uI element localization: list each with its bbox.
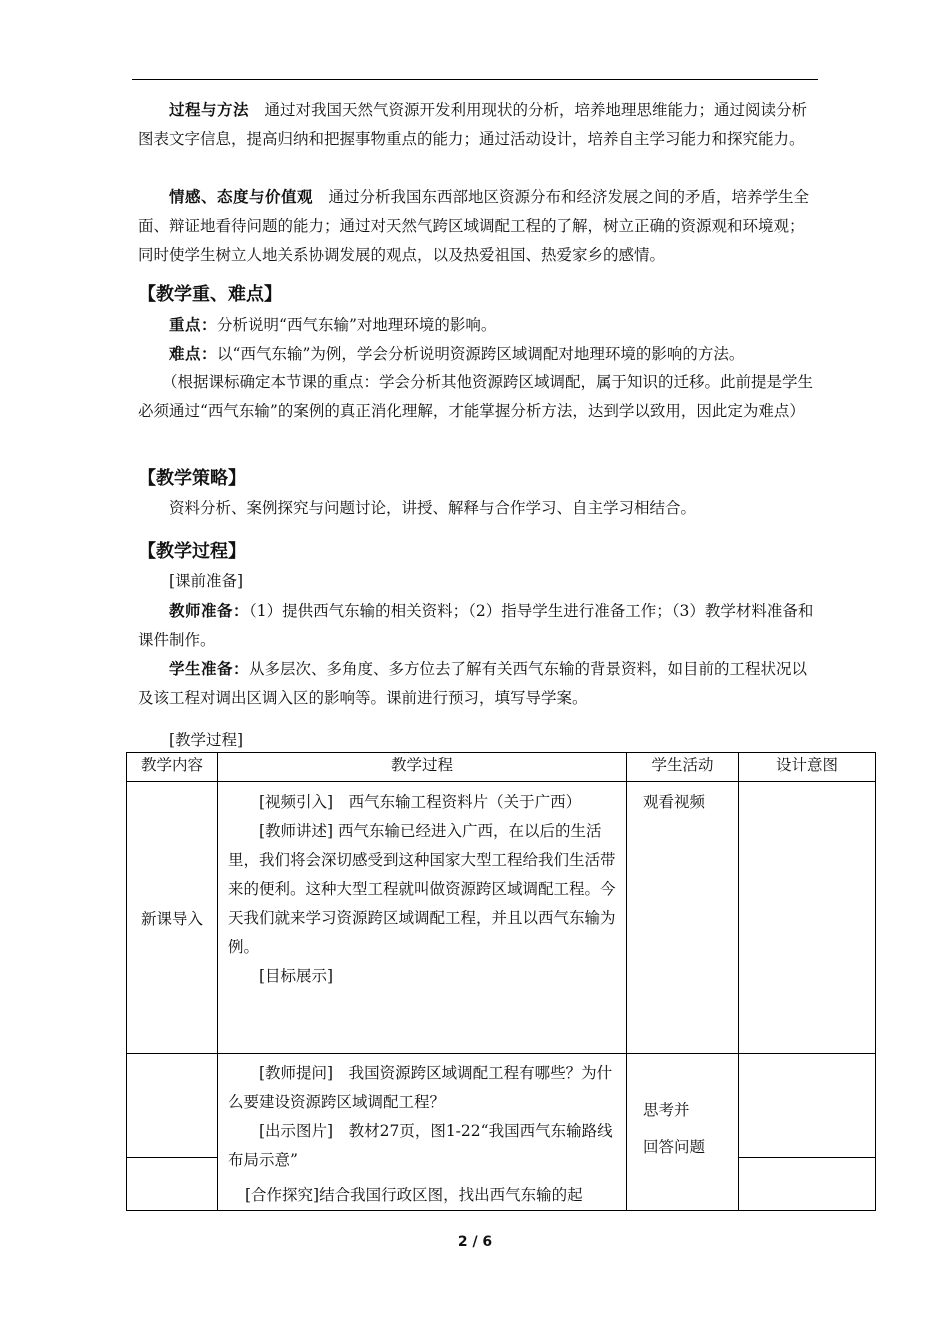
lesson-table <box>126 752 876 1211</box>
prep-label: [课前准备] <box>169 572 244 590</box>
student-prep-text: 从多层次、多角度、多方位去了解有关西气东输的背景资料，如目前的工程状况以及该工程对调出区调入区的影响等。课前进行预习，填写导学案。 <box>138 660 808 707</box>
process-method-label: 过程与方法 <box>169 100 250 119</box>
row2-process <box>218 1054 627 1211</box>
difficulty-label: 难点： <box>169 344 218 363</box>
row2-activity <box>627 1054 739 1211</box>
row1-content: 新课导入 <box>127 782 218 1054</box>
header-rule <box>132 79 818 80</box>
row2-content-divider <box>127 1157 217 1158</box>
focus-paragraph <box>138 310 814 340</box>
header-activity: 学生活动 <box>627 753 739 782</box>
emotion-text: 通过分析我国东西部地区资源分布和经济发展之间的矛盾，培养学生全面、辩证地看待问题的能力；通过对天然气跨区域调配工程的了解，树立正确的资源观和环境观；同时使学生树立人地关系协调发展的观点，以及热爱祖国、热爱家乡的感情。 <box>138 188 810 264</box>
row1-activity <box>627 782 739 1054</box>
row2-intent <box>739 1054 876 1211</box>
difficulty-note: （根据课标确定本节课的重点：学会分析其他资源跨区域调配，属于知识的迁移。此前提是学生必须通过“西气东输”的案例的真正消化理解，才能掌握分析方法，达到学以致用，因此定为难点） <box>138 373 814 420</box>
row2-line-figure: [出示图片] 教材27页，图1-22“我国西气东输路线布局示意” <box>228 1122 613 1169</box>
table-caption: [教学过程] <box>169 731 244 749</box>
row2-activity-line1: 思考并 <box>643 1101 690 1119</box>
student-prep-label: 学生准备： <box>169 659 250 678</box>
header-intent: 设计意图 <box>739 753 876 782</box>
teacher-prep-paragraph <box>138 596 814 655</box>
focus-text: 分析说明“西气东输”对地理环境的影响。 <box>217 316 497 334</box>
strategy-heading: 【教学策略】 <box>138 468 246 489</box>
row1-line-goals: [目标展示] <box>259 967 334 985</box>
process-method-text: 通过对我国天然气资源开发利用现状的分析，培养地理思维能力；通过阅读分析图表文字信息，提高归纳和把握事物重点的能力；通过活动设计，培养自主学习能力和探究能力。 <box>138 101 808 148</box>
teacher-prep-text: （1）提供西气东输的相关资料；（2）指导学生进行准备工作；（3）教学材料准备和课件制作。 <box>138 602 814 649</box>
table-header-row <box>127 753 876 782</box>
difficulty-paragraph <box>138 339 814 369</box>
header-content: 教学内容 <box>127 753 218 782</box>
student-prep-paragraph <box>138 654 814 713</box>
row2-content <box>127 1054 218 1211</box>
row1-process <box>218 782 627 1054</box>
emotion-paragraph <box>138 182 814 270</box>
key-points-heading: 【教学重、难点】 <box>138 284 282 305</box>
row1-line-narration: [教师讲述] 西气东输已经进入广西，在以后的生活里，我们将会深切感受到这种国家大型工程给我们生活带来的便利。这种大型工程就叫做资源跨区域调配工程。今天我们就来学习资源跨区域调配工程，并且以西气东输为例。 <box>228 822 616 956</box>
row2-intent-divider <box>739 1157 875 1158</box>
page-number: 2 / 6 <box>457 1234 493 1250</box>
strategy-text: 资料分析、案例探究与问题讨论，讲授、解释与合作学习、自主学习相结合。 <box>169 499 697 517</box>
row2-activity-line2: 回答问题 <box>643 1138 706 1156</box>
emotion-label: 情感、态度与价值观 <box>169 187 314 206</box>
row1-activity-text: 观看视频 <box>643 793 706 811</box>
table-row <box>127 782 876 1054</box>
focus-label: 重点： <box>169 315 218 334</box>
difficulty-text: 以“西气东输”为例，学会分析说明资源跨区域调配对地理环境的影响的方法。 <box>217 345 745 363</box>
header-process: 教学过程 <box>218 753 627 782</box>
row1-intent <box>739 782 876 1054</box>
table-row <box>127 1054 876 1211</box>
process-method-paragraph <box>138 95 814 154</box>
row1-line-video: [视频引入] 西气东输工程资料片（关于广西） <box>259 793 582 811</box>
row2-line-question: [教师提问] 我国资源跨区域调配工程有哪些？为什么要建设资源跨区域调配工程？ <box>228 1064 613 1111</box>
process-heading: 【教学过程】 <box>138 541 246 562</box>
row2-line-explore: [合作探究]结合我国行政区图，找出西气东输的起 <box>245 1186 583 1204</box>
teacher-prep-label: 教师准备： <box>169 601 250 620</box>
